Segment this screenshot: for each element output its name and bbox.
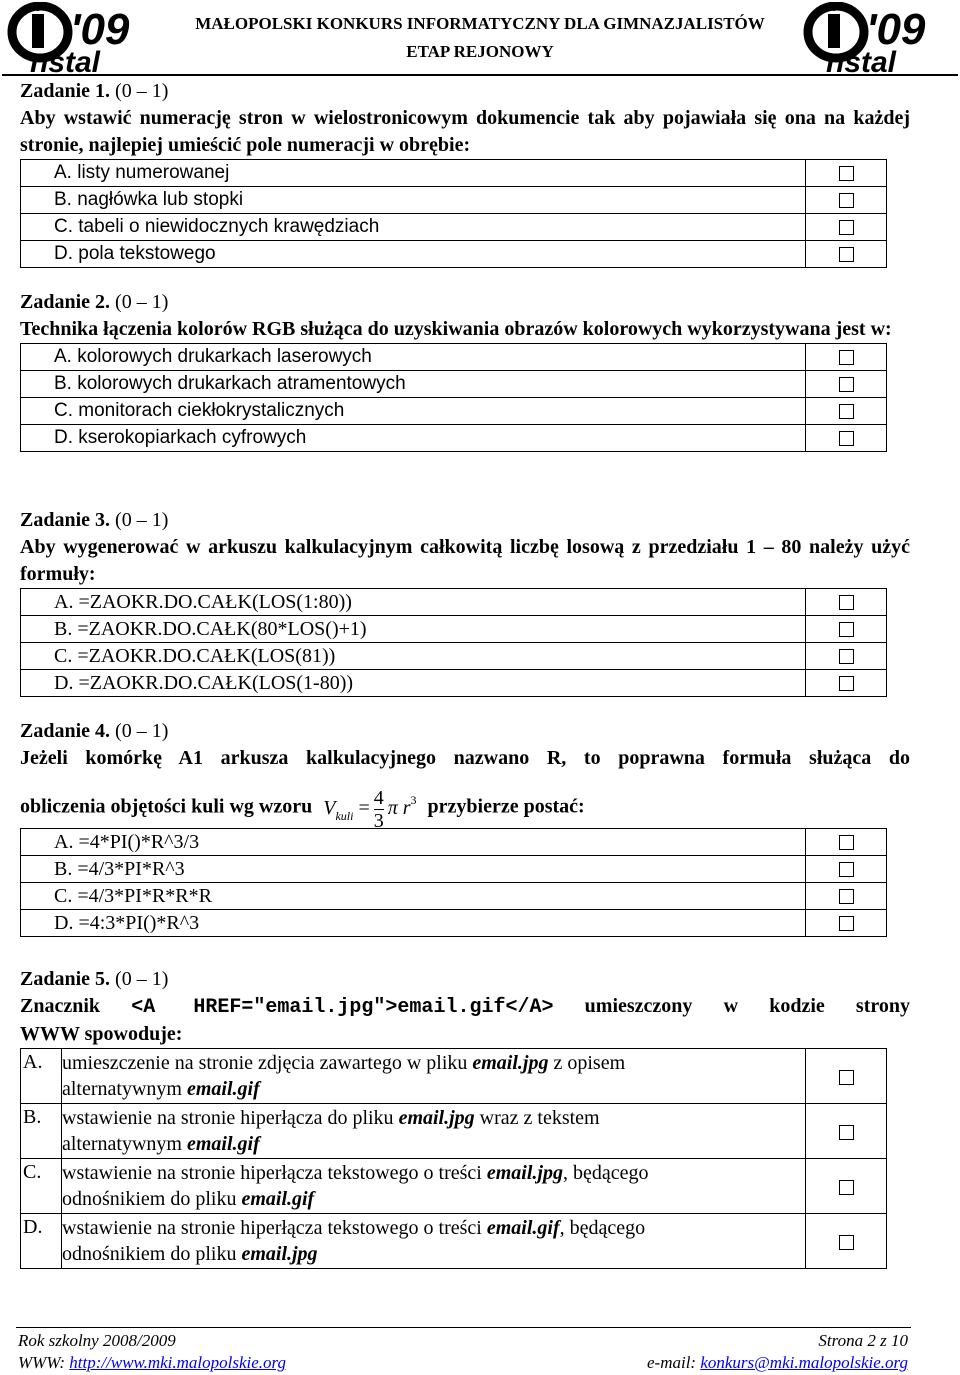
task-title: Zadanie 4. (0 – 1) — [20, 720, 169, 742]
logo-year: '09 — [866, 5, 926, 54]
answer-row — [21, 829, 887, 856]
answer-checkbox[interactable] — [839, 1070, 854, 1085]
answer-option: B. =ZAOKR.DO.CAŁK(80*LOS()+1) — [21, 616, 806, 643]
answer-row — [21, 1104, 887, 1159]
task-question: Aby wygenerować w arkuszu kalkulacyjnym całkowitą liczbę losową z przedziału 1 – 80 należy użyć formuły: — [20, 536, 910, 585]
answer-row — [21, 1214, 887, 1269]
answer-row — [21, 910, 887, 937]
answer-option: wstawienie na stronie hiperłącza do pliku email.jpg wraz z tekstem alternatywnym email.gif — [62, 1104, 806, 1159]
answer-checkbox[interactable] — [839, 1125, 854, 1140]
answer-option: D. =4:3*PI()*R^3 — [21, 910, 806, 937]
answer-checkbox[interactable] — [839, 835, 854, 850]
footer-row-2 — [18, 1353, 908, 1373]
answer-row — [21, 670, 887, 697]
answer-row — [21, 856, 887, 883]
answer-row — [21, 425, 887, 452]
answer-checkbox[interactable] — [839, 595, 854, 610]
logo-word: nstal — [30, 46, 101, 74]
task-3 — [20, 507, 910, 697]
header-divider — [2, 74, 958, 76]
header-title-line1: MAŁOPOLSKI KONKURS INFORMATYCZNY DLA GIMNAZJALISTÓW — [195, 14, 765, 33]
task-title: Zadanie 2. (0 – 1) — [20, 291, 169, 313]
answer-row — [21, 643, 887, 670]
task-1 — [20, 78, 910, 268]
task-question: Aby wstawić numerację stron w wielostronicowym dokumencie tak aby pojawiała się ona na każdej stronie, najlepiej umieścić pole numeracji w obrębie: — [20, 107, 910, 156]
www-label: WWW: — [18, 1353, 70, 1372]
answer-row — [21, 1159, 887, 1214]
answer-option: C. =ZAOKR.DO.CAŁK(LOS(81)) — [21, 643, 806, 670]
task-title: Zadanie 3. (0 – 1) — [20, 509, 169, 531]
html-tag-code: <A HREF="email.jpg">email.gif</A> — [131, 996, 554, 1019]
school-year: Rok szkolny 2008/2009 — [18, 1331, 176, 1350]
instal-logo-left — [4, 2, 164, 74]
answer-table — [20, 159, 887, 268]
answer-option: B. kolorowych drukarkach atramentowych — [21, 371, 806, 398]
task-question-line1: Jeżeli komórkę A1 arkusza kalkulacyjnego nazwano R, to poprawna formuła służąca do — [20, 747, 910, 769]
page-number: Strona 2 z 10 — [818, 1331, 908, 1350]
answer-checkbox[interactable] — [839, 220, 854, 235]
answer-checkbox[interactable] — [839, 649, 854, 664]
task-2 — [20, 289, 910, 452]
logo-word: nstal — [826, 46, 897, 74]
answer-option: B. nagłówka lub stopki — [21, 187, 806, 214]
task-question-line2: obliczenia objętości kuli wg wzoru $V_{kuli}$ = $\frac{4}{3}$ π $r^3$ przybierze postać: — [20, 772, 910, 828]
answer-checkbox[interactable] — [839, 862, 854, 877]
logo-year: '09 — [70, 5, 130, 54]
answer-row — [21, 589, 887, 616]
answer-row — [21, 344, 887, 371]
answer-row — [21, 398, 887, 425]
answer-table — [20, 828, 887, 937]
answer-table — [20, 343, 887, 452]
answer-checkbox[interactable] — [839, 247, 854, 262]
header-title — [168, 10, 792, 66]
website-link[interactable]: http://www.mki.malopolskie.org — [69, 1353, 287, 1372]
task-4 — [20, 718, 910, 937]
task-question-line1: Znacznik <A HREF="email.jpg">email.gif</A> umieszczony w kodzie strony — [20, 995, 911, 1019]
answer-table — [20, 588, 887, 697]
answer-letter: C. — [21, 1159, 62, 1214]
footer-row-1 — [18, 1331, 908, 1351]
answer-checkbox[interactable] — [839, 1235, 854, 1250]
task-question-line2: WWW spowoduje: — [20, 1023, 183, 1045]
answer-letter: B. — [21, 1104, 62, 1159]
answer-row — [21, 214, 887, 241]
email-link[interactable]: konkurs@mki.malopolskie.org — [700, 1353, 908, 1372]
answer-checkbox[interactable] — [839, 404, 854, 419]
answer-option: A. =ZAOKR.DO.CAŁK(LOS(1:80)) — [21, 589, 806, 616]
task-title: Zadanie 5. (0 – 1) — [20, 968, 169, 990]
answer-option: A. listy numerowanej — [21, 160, 806, 187]
task-question: Technika łączenia kolorów RGB służąca do uzyskiwania obrazów kolorowych wykorzystywana jest w: — [20, 318, 892, 340]
volume-formula: $V_{kuli}$ = $\frac{4}{3}$ π $r^3$ — [323, 786, 417, 832]
answer-checkbox[interactable] — [839, 622, 854, 637]
answer-checkbox[interactable] — [839, 889, 854, 904]
answer-row — [21, 371, 887, 398]
answer-row — [21, 241, 887, 268]
header-title-line2: ETAP REJONOWY — [406, 42, 554, 61]
answer-row — [21, 160, 887, 187]
instal-logo-right — [800, 2, 960, 74]
answer-option: umieszczenie na stronie zdjęcia zawartego w pliku email.jpg z opisem alternatywnym email.gif — [62, 1049, 806, 1104]
answer-option: C. monitorach ciekłokrystalicznych — [21, 398, 806, 425]
answer-row — [21, 883, 887, 910]
answer-option: D. pola tekstowego — [21, 241, 806, 268]
answer-table — [20, 1048, 887, 1269]
answer-checkbox[interactable] — [839, 1180, 854, 1195]
answer-option: D. kserokopiarkach cyfrowych — [21, 425, 806, 452]
answer-checkbox[interactable] — [839, 166, 854, 181]
answer-option: C. =4/3*PI*R*R*R — [21, 883, 806, 910]
answer-option: A. kolorowych drukarkach laserowych — [21, 344, 806, 371]
answer-row — [21, 187, 887, 214]
answer-option: B. =4/3*PI*R^3 — [21, 856, 806, 883]
task-title: Zadanie 1. (0 – 1) — [20, 80, 169, 102]
answer-checkbox[interactable] — [839, 676, 854, 691]
answer-checkbox[interactable] — [839, 377, 854, 392]
task-5 — [20, 966, 910, 1269]
answer-checkbox[interactable] — [839, 193, 854, 208]
answer-checkbox[interactable] — [839, 431, 854, 446]
answer-letter: D. — [21, 1214, 62, 1269]
answer-option: C. tabeli o niewidocznych krawędziach — [21, 214, 806, 241]
answer-option: D. =ZAOKR.DO.CAŁK(LOS(1-80)) — [21, 670, 806, 697]
answer-option: wstawienie na stronie hiperłącza tekstowego o treści email.gif, będącego odnośnikiem do pliku email.jpg — [62, 1214, 806, 1269]
answer-option: A. =4*PI()*R^3/3 — [21, 829, 806, 856]
answer-checkbox[interactable] — [839, 350, 854, 365]
answer-row — [21, 616, 887, 643]
answer-row — [21, 1049, 887, 1104]
answer-letter: A. — [21, 1049, 62, 1104]
email-block: e-mail: konkurs@mki.malopolskie.org — [647, 1353, 908, 1372]
footer-divider — [16, 1327, 911, 1328]
answer-option: wstawienie na stronie hiperłącza tekstowego o treści email.jpg, będącego odnośnikiem do pliku email.gif — [62, 1159, 806, 1214]
answer-checkbox[interactable] — [839, 916, 854, 931]
